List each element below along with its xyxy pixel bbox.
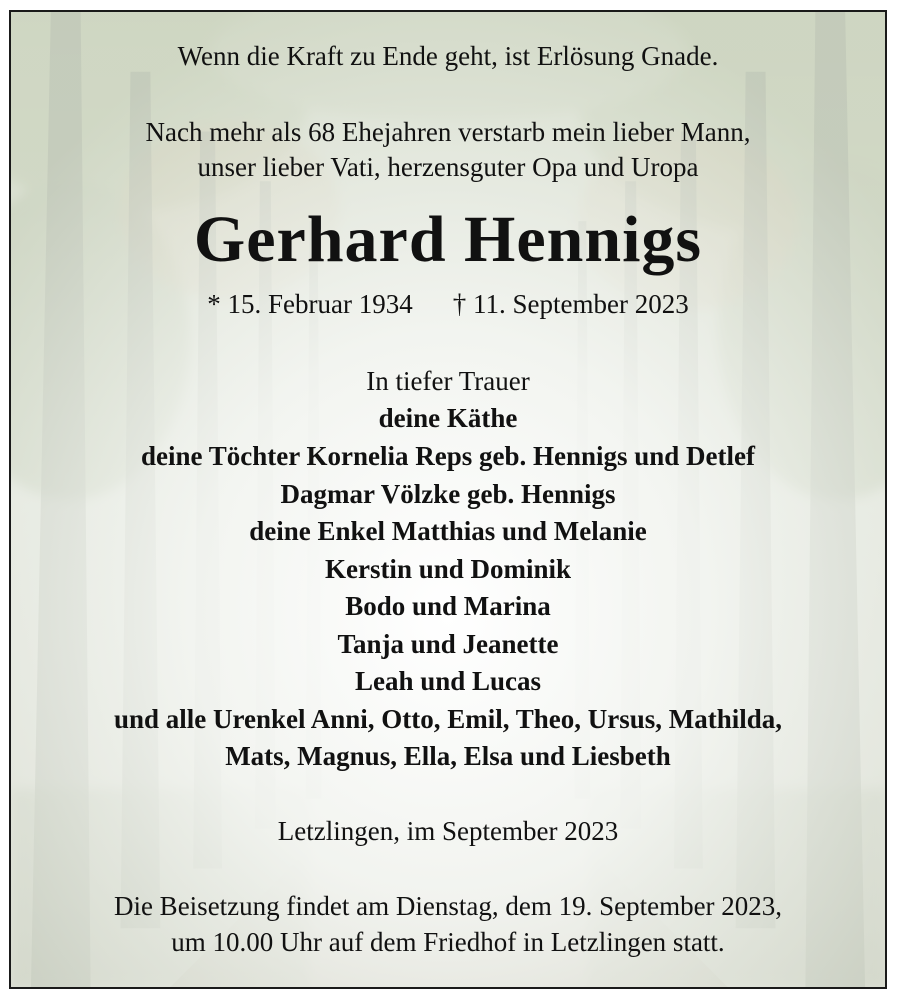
mourner-line: Dagmar Völzke geb. Hennigs [280,479,616,509]
mourner-line: deine Töchter Kornelia Reps geb. Hennigs und Detlef [140,441,755,471]
notice-text [11,12,885,987]
obituary-notice [9,10,887,989]
intro-line-1: Nach mehr als 68 Ehejahren verstarb mein lieber Mann, [145,117,751,147]
birth-date: * 15. Februar 1934 [207,289,413,319]
funeral-line-2: um 10.00 Uhr auf dem Friedhof in Letzlingen statt. [171,927,725,957]
mourner-line: Tanja und Jeanette [337,629,559,659]
mourner-line: und alle Urenkel Anni, Otto, Emil, Theo, Ursus, Mathilda, [113,704,783,734]
place-date: Letzlingen, im September 2023 [277,816,619,846]
mourner-line: Kerstin und Dominik [324,554,572,584]
mourner-line: deine Enkel Matthias und Melanie [249,516,647,546]
mourning-intro: In tiefer Trauer [366,366,530,396]
intro-line-2: unser lieber Vati, herzensguter Opa und Uropa [197,152,699,182]
mourner-line: Leah und Lucas [354,666,542,696]
death-date: † 11. September 2023 [452,289,689,319]
mourner-line: deine Käthe [378,403,518,433]
mourner-line: Mats, Magnus, Ella, Elsa und Liesbeth [225,741,671,771]
funeral-line-1: Die Beisetzung findet am Dienstag, dem 19. September 2023, [113,891,783,921]
motto: Wenn die Kraft zu Ende geht, ist Erlösung Gnade. [177,41,719,71]
life-dates [11,288,885,320]
mourner-line: Bodo und Marina [345,591,551,621]
deceased-name: Gerhard Hennigs [193,203,703,276]
